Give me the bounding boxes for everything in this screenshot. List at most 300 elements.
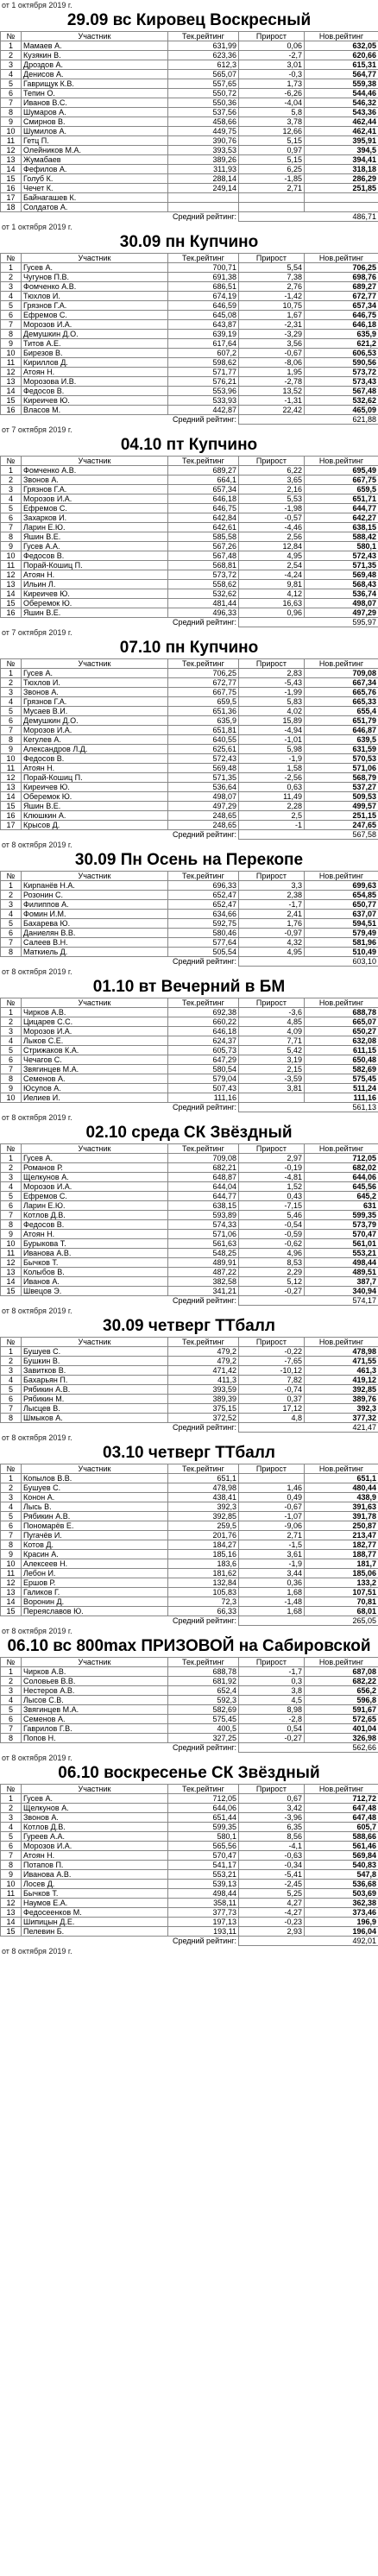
average-rating-label: Средний рейтинг:	[172, 957, 236, 967]
current-rating: 568,81	[168, 561, 239, 570]
place-cell: 2	[1, 891, 22, 900]
table-header-row	[1, 457, 378, 466]
table-row	[1, 1908, 378, 1918]
rating-change: -4,27	[239, 1908, 305, 1918]
rating-change: 4,32	[239, 938, 305, 948]
table-row	[1, 589, 378, 599]
table-row	[1, 1268, 378, 1277]
new-rating: 706,25	[305, 263, 378, 273]
average-rating-label: Средний рейтинг:	[172, 1743, 236, 1753]
column-header-rating: Тек.рейтинг	[168, 1144, 239, 1154]
participant-name: Грязнов Г.А.	[22, 485, 168, 494]
place-cell: 4	[1, 697, 22, 707]
rating-change: 2,29	[239, 1268, 305, 1277]
table-row	[1, 1192, 378, 1201]
table-row	[1, 1851, 378, 1861]
column-header-name: Участник	[22, 1144, 168, 1154]
current-rating: 612,3	[168, 60, 239, 70]
new-rating: 645,56	[305, 1182, 378, 1192]
place-cell: 4	[1, 1036, 22, 1046]
place-cell: 6	[1, 1521, 22, 1531]
rating-change: -0,34	[239, 1861, 305, 1870]
new-rating: 462,44	[305, 117, 378, 127]
place-cell: 15	[1, 599, 22, 608]
participant-name: Голуб К.	[22, 174, 168, 184]
participant-name: Александров Л.Д.	[22, 745, 168, 754]
participant-name: Чирков А.В.	[22, 1008, 168, 1017]
current-rating: 592,75	[168, 919, 239, 929]
current-rating: 712,05	[168, 1794, 239, 1804]
table-row	[1, 1414, 378, 1423]
rating-change: 4,95	[239, 948, 305, 957]
average-rating-label: Средний рейтинг:	[172, 1423, 236, 1433]
current-rating: 652,47	[168, 900, 239, 910]
table-row	[1, 377, 378, 387]
participant-name: Крысов Д.	[22, 821, 168, 830]
rating-change: 2,16	[239, 485, 305, 494]
place-cell: 15	[1, 1607, 22, 1616]
report-date: от 8 октября 2019 г.	[2, 1947, 72, 1956]
new-rating: 196,9	[305, 1918, 378, 1927]
place-cell: 12	[1, 773, 22, 783]
new-rating: 318,18	[305, 165, 378, 174]
new-rating: 672,77	[305, 292, 378, 301]
table-row	[1, 320, 378, 330]
rating-change: 6,25	[239, 165, 305, 174]
table-row	[1, 1823, 378, 1832]
current-rating: 686,51	[168, 282, 239, 292]
place-cell: 6	[1, 929, 22, 938]
current-rating: 580,54	[168, 1065, 239, 1074]
table-row	[1, 532, 378, 542]
rating-change: 4,09	[239, 1027, 305, 1036]
report-date: от 8 октября 2019 г.	[2, 1754, 72, 1762]
current-rating: 634,66	[168, 910, 239, 919]
current-rating: 372,52	[168, 1414, 239, 1423]
current-rating: 617,64	[168, 339, 239, 349]
table-header-row	[1, 872, 378, 881]
new-rating: 650,27	[305, 1027, 378, 1036]
column-header-change: Прирост	[239, 1464, 305, 1474]
current-rating: 458,66	[168, 117, 239, 127]
new-rating: 572,43	[305, 551, 378, 561]
current-rating: 625,61	[168, 745, 239, 754]
place-cell: 1	[1, 1347, 22, 1357]
table-row	[1, 1607, 378, 1616]
place-cell: 1	[1, 466, 22, 476]
participant-name: Переяславов Ю.	[22, 1607, 168, 1616]
average-rating-label: Средний рейтинг:	[172, 1296, 236, 1306]
new-rating: 615,31	[305, 60, 378, 70]
participant-name: Кириллов Д.	[22, 358, 168, 368]
participant-name: Тюхлов И.	[22, 292, 168, 301]
place-cell: 8	[1, 1220, 22, 1230]
rating-change: 5,12	[239, 1277, 305, 1287]
table-row	[1, 1376, 378, 1385]
current-rating: 541,17	[168, 1861, 239, 1870]
place-cell: 1	[1, 1667, 22, 1677]
rating-change: -10,12	[239, 1366, 305, 1376]
place-cell: 10	[1, 754, 22, 764]
column-header-new-rating: Нов.рейтинг	[305, 872, 378, 881]
rating-section	[0, 850, 378, 977]
participant-name: Шипицын Д.Е.	[22, 1918, 168, 1927]
new-rating: 657,34	[305, 301, 378, 311]
rating-change: 2,76	[239, 282, 305, 292]
column-header-num: №	[1, 32, 22, 41]
rating-change: 4,02	[239, 707, 305, 716]
column-header-num: №	[1, 254, 22, 263]
new-rating: 596,8	[305, 1696, 378, 1705]
place-cell: 7	[1, 1724, 22, 1734]
rating-change: 4,96	[239, 1249, 305, 1258]
current-rating: 644,04	[168, 1182, 239, 1192]
table-header-row	[1, 1144, 378, 1154]
table-row	[1, 1813, 378, 1823]
rating-change: -4,94	[239, 726, 305, 735]
column-header-change: Прирост	[239, 872, 305, 881]
current-rating: 553,21	[168, 1870, 239, 1880]
place-cell: 17	[1, 821, 22, 830]
section-title: 30.09 Пн Осень на Перекопе	[74, 851, 304, 869]
current-rating: 193,11	[168, 1927, 239, 1937]
table-row	[1, 184, 378, 193]
participant-name: Розонин С.	[22, 891, 168, 900]
table-row	[1, 599, 378, 608]
table-row	[1, 504, 378, 513]
current-rating: 580,1	[168, 1832, 239, 1842]
average-rating-label: Средний рейтинг:	[172, 1103, 236, 1112]
current-rating: 442,87	[168, 406, 239, 415]
table-row	[1, 117, 378, 127]
current-rating: 548,25	[168, 1249, 239, 1258]
rating-change: -1,5	[239, 1540, 305, 1550]
participant-name: Галиков Г.	[22, 1588, 168, 1597]
new-rating	[305, 203, 378, 212]
table-row	[1, 1017, 378, 1027]
participant-name: Щелкунов А.	[22, 1804, 168, 1813]
table-row	[1, 1347, 378, 1357]
new-rating: 561,01	[305, 1239, 378, 1249]
rating-change: 3,65	[239, 476, 305, 485]
table-row	[1, 1065, 378, 1074]
average-rating-row	[1, 1423, 378, 1433]
place-cell: 8	[1, 532, 22, 542]
place-cell: 2	[1, 51, 22, 60]
participant-name: Ефремов С.	[22, 504, 168, 513]
table-row	[1, 155, 378, 165]
table-row	[1, 349, 378, 358]
participant-name: Иванова А.В.	[22, 1249, 168, 1258]
rating-change: 3,19	[239, 1055, 305, 1065]
new-rating: 698,76	[305, 273, 378, 282]
place-cell: 4	[1, 1376, 22, 1385]
new-rating: 196,04	[305, 1927, 378, 1937]
report-date: от 8 октября 2019 г.	[2, 1113, 72, 1122]
participant-name: Оберемок Ю.	[22, 599, 168, 608]
participant-name: Гаврилов Г.В.	[22, 1724, 168, 1734]
place-cell: 14	[1, 1597, 22, 1607]
rating-change: 2,28	[239, 802, 305, 811]
place-cell: 5	[1, 1705, 22, 1715]
place-cell: 3	[1, 900, 22, 910]
table-row	[1, 98, 378, 108]
place-cell: 2	[1, 273, 22, 282]
table-row	[1, 1569, 378, 1578]
place-cell: 11	[1, 561, 22, 570]
participant-name: Чугунов П.В.	[22, 273, 168, 282]
average-rating-value: 621,88	[239, 415, 378, 425]
participant-name: Грязнов Г.А.	[22, 301, 168, 311]
table-row	[1, 1084, 378, 1093]
rating-change: -9,06	[239, 1521, 305, 1531]
rating-change: -1	[239, 821, 305, 830]
participant-name: Оберемок Ю.	[22, 792, 168, 802]
current-rating: 599,35	[168, 1823, 239, 1832]
table-row	[1, 1201, 378, 1211]
new-rating: 712,05	[305, 1154, 378, 1163]
current-rating: 507,43	[168, 1084, 239, 1093]
table-row	[1, 1861, 378, 1870]
current-rating: 646,18	[168, 494, 239, 504]
current-rating: 341,21	[168, 1287, 239, 1296]
rating-change: 3,56	[239, 339, 305, 349]
new-rating: 605,7	[305, 1823, 378, 1832]
rating-change: 16,63	[239, 599, 305, 608]
participant-name: Бахарева Ю.	[22, 919, 168, 929]
table-row	[1, 330, 378, 339]
report-date: от 8 октября 2019 г.	[2, 1433, 72, 1442]
participant-name: Атоян Н.	[22, 1230, 168, 1239]
rating-table	[0, 1143, 378, 1306]
new-rating: 632,05	[305, 41, 378, 51]
participant-name: Ларин Е.Ю.	[22, 1201, 168, 1211]
participant-name: Олейников М.А.	[22, 146, 168, 155]
current-rating: 643,87	[168, 320, 239, 330]
place-cell: 7	[1, 1851, 22, 1861]
average-rating-label: Средний рейтинг:	[172, 415, 236, 425]
rating-table	[0, 1337, 378, 1433]
new-rating: 687,08	[305, 1667, 378, 1677]
participant-name: Атоян Н.	[22, 368, 168, 377]
place-cell: 1	[1, 41, 22, 51]
new-rating: 631	[305, 1201, 378, 1211]
average-rating-row	[1, 415, 378, 425]
current-rating: 565,07	[168, 70, 239, 79]
new-rating: 544,46	[305, 89, 378, 98]
new-rating: 188,77	[305, 1550, 378, 1559]
participant-name: Воронин Д.	[22, 1597, 168, 1607]
average-rating-value: 492,01	[239, 1937, 378, 1946]
place-cell: 4	[1, 1502, 22, 1512]
place-cell: 11	[1, 358, 22, 368]
new-rating: 650,48	[305, 1055, 378, 1065]
participant-name: Рябикин А.В.	[22, 1512, 168, 1521]
rating-change: 4,12	[239, 589, 305, 599]
place-cell: 6	[1, 311, 22, 320]
current-rating: 553,96	[168, 387, 239, 396]
new-rating: 667,34	[305, 678, 378, 688]
new-rating: 631,59	[305, 745, 378, 754]
new-rating: 461,3	[305, 1366, 378, 1376]
rating-change: 0,06	[239, 41, 305, 51]
place-cell: 6	[1, 89, 22, 98]
current-rating: 691,38	[168, 273, 239, 282]
place-cell: 3	[1, 1027, 22, 1036]
table-row	[1, 1724, 378, 1734]
participant-name: Тепин О.	[22, 89, 168, 98]
report-date: от 7 октября 2019 г.	[2, 628, 72, 637]
table-row	[1, 1493, 378, 1502]
participant-name: Алексеев Н.	[22, 1559, 168, 1569]
table-row	[1, 51, 378, 60]
table-row	[1, 301, 378, 311]
current-rating: 479,2	[168, 1347, 239, 1357]
average-rating-row	[1, 957, 378, 967]
new-rating: 569,84	[305, 1851, 378, 1861]
participant-name: Салеев В.Н.	[22, 938, 168, 948]
column-header-num: №	[1, 998, 22, 1008]
participant-name: Иванов В.С.	[22, 98, 168, 108]
current-rating: 392,85	[168, 1512, 239, 1521]
rating-change: -1,98	[239, 504, 305, 513]
rating-change: 3,8	[239, 1686, 305, 1696]
place-cell: 5	[1, 1192, 22, 1201]
current-rating: 689,27	[168, 466, 239, 476]
column-header-num: №	[1, 1464, 22, 1474]
table-row	[1, 1550, 378, 1559]
current-rating: 184,27	[168, 1540, 239, 1550]
new-rating: 377,32	[305, 1414, 378, 1423]
participant-name: Морозов И.А.	[22, 1842, 168, 1851]
current-rating: 572,43	[168, 754, 239, 764]
participant-name: Гусев А.	[22, 1154, 168, 1163]
new-rating: 340,94	[305, 1287, 378, 1296]
section-title: 30.09 пн Купчино	[119, 233, 259, 251]
table-row	[1, 311, 378, 320]
new-rating: 373,46	[305, 1908, 378, 1918]
new-rating: 438,9	[305, 1493, 378, 1502]
current-rating: 585,58	[168, 532, 239, 542]
place-cell: 12	[1, 570, 22, 580]
column-header-rating: Тек.рейтинг	[168, 32, 239, 41]
table-row	[1, 273, 378, 282]
table-row	[1, 570, 378, 580]
place-cell: 4	[1, 1696, 22, 1705]
place-cell: 16	[1, 406, 22, 415]
table-row	[1, 368, 378, 377]
new-rating: 573,43	[305, 377, 378, 387]
new-rating: 497,29	[305, 608, 378, 618]
place-cell: 2	[1, 1677, 22, 1686]
average-rating-value: 421,47	[239, 1423, 378, 1433]
rating-change: 2,41	[239, 910, 305, 919]
rating-change: -1,9	[239, 1559, 305, 1569]
table-row	[1, 900, 378, 910]
place-cell: 1	[1, 881, 22, 891]
place-cell: 6	[1, 1395, 22, 1404]
new-rating: 644,77	[305, 504, 378, 513]
new-rating: 644,06	[305, 1173, 378, 1182]
participant-name: Бахарьян П.	[22, 1376, 168, 1385]
participant-name: Морозов И.А.	[22, 320, 168, 330]
current-rating: 389,39	[168, 1395, 239, 1404]
rating-change: 5,53	[239, 494, 305, 504]
participant-name: Цицарев С.С.	[22, 1017, 168, 1027]
participant-name: Нестеров А.В.	[22, 1686, 168, 1696]
rating-table	[0, 998, 378, 1112]
place-cell: 1	[1, 1474, 22, 1483]
column-header-rating: Тек.рейтинг	[168, 1658, 239, 1667]
participant-name: Красин А.	[22, 1550, 168, 1559]
table-row	[1, 1027, 378, 1036]
rating-change: -0,19	[239, 1163, 305, 1173]
column-header-change: Прирост	[239, 457, 305, 466]
column-header-new-rating: Нов.рейтинг	[305, 254, 378, 263]
table-row	[1, 1512, 378, 1521]
new-rating: 532,62	[305, 396, 378, 406]
current-rating: 185,16	[168, 1550, 239, 1559]
rating-change	[239, 203, 305, 212]
current-rating: 478,98	[168, 1483, 239, 1493]
table-row	[1, 1366, 378, 1376]
participant-name: Щелкунов А.	[22, 1173, 168, 1182]
current-rating: 688,78	[168, 1667, 239, 1677]
table-row	[1, 466, 378, 476]
new-rating: 498,07	[305, 599, 378, 608]
table-row	[1, 1287, 378, 1296]
current-rating: 201,76	[168, 1531, 239, 1540]
rating-change: 1,46	[239, 1483, 305, 1493]
current-rating: 645,08	[168, 311, 239, 320]
rating-change: -1,01	[239, 735, 305, 745]
rating-change: -0,63	[239, 1851, 305, 1861]
table-row	[1, 193, 378, 203]
new-rating: 709,08	[305, 669, 378, 678]
current-rating	[168, 193, 239, 203]
current-rating: 664,1	[168, 476, 239, 485]
participant-name: Морозов И.А.	[22, 1182, 168, 1192]
participant-name: Бушуев С.	[22, 1483, 168, 1493]
current-rating: 449,75	[168, 127, 239, 136]
current-rating: 358,11	[168, 1899, 239, 1908]
rating-change: -1,31	[239, 396, 305, 406]
participant-name: Фомин И.М.	[22, 910, 168, 919]
place-cell: 11	[1, 136, 22, 146]
participant-name: Пелевин Б.	[22, 1927, 168, 1937]
table-row	[1, 1870, 378, 1880]
current-rating: 646,18	[168, 1027, 239, 1036]
table-row	[1, 485, 378, 494]
new-rating: 537,27	[305, 783, 378, 792]
participant-name: Захарков И.	[22, 513, 168, 523]
table-row	[1, 108, 378, 117]
participant-name: Рябикин А.В.	[22, 1385, 168, 1395]
new-rating: 391,63	[305, 1502, 378, 1512]
place-cell: 2	[1, 1804, 22, 1813]
column-header-change: Прирост	[239, 32, 305, 41]
rating-change: 4,27	[239, 1899, 305, 1908]
place-cell: 13	[1, 783, 22, 792]
average-rating-row	[1, 1296, 378, 1306]
rating-change: 0,3	[239, 1677, 305, 1686]
column-header-rating: Тек.рейтинг	[168, 1338, 239, 1347]
current-rating: 567,26	[168, 542, 239, 551]
new-rating: 247,65	[305, 821, 378, 830]
table-row	[1, 1036, 378, 1046]
rating-change: -8,06	[239, 358, 305, 368]
current-rating: 311,93	[168, 165, 239, 174]
